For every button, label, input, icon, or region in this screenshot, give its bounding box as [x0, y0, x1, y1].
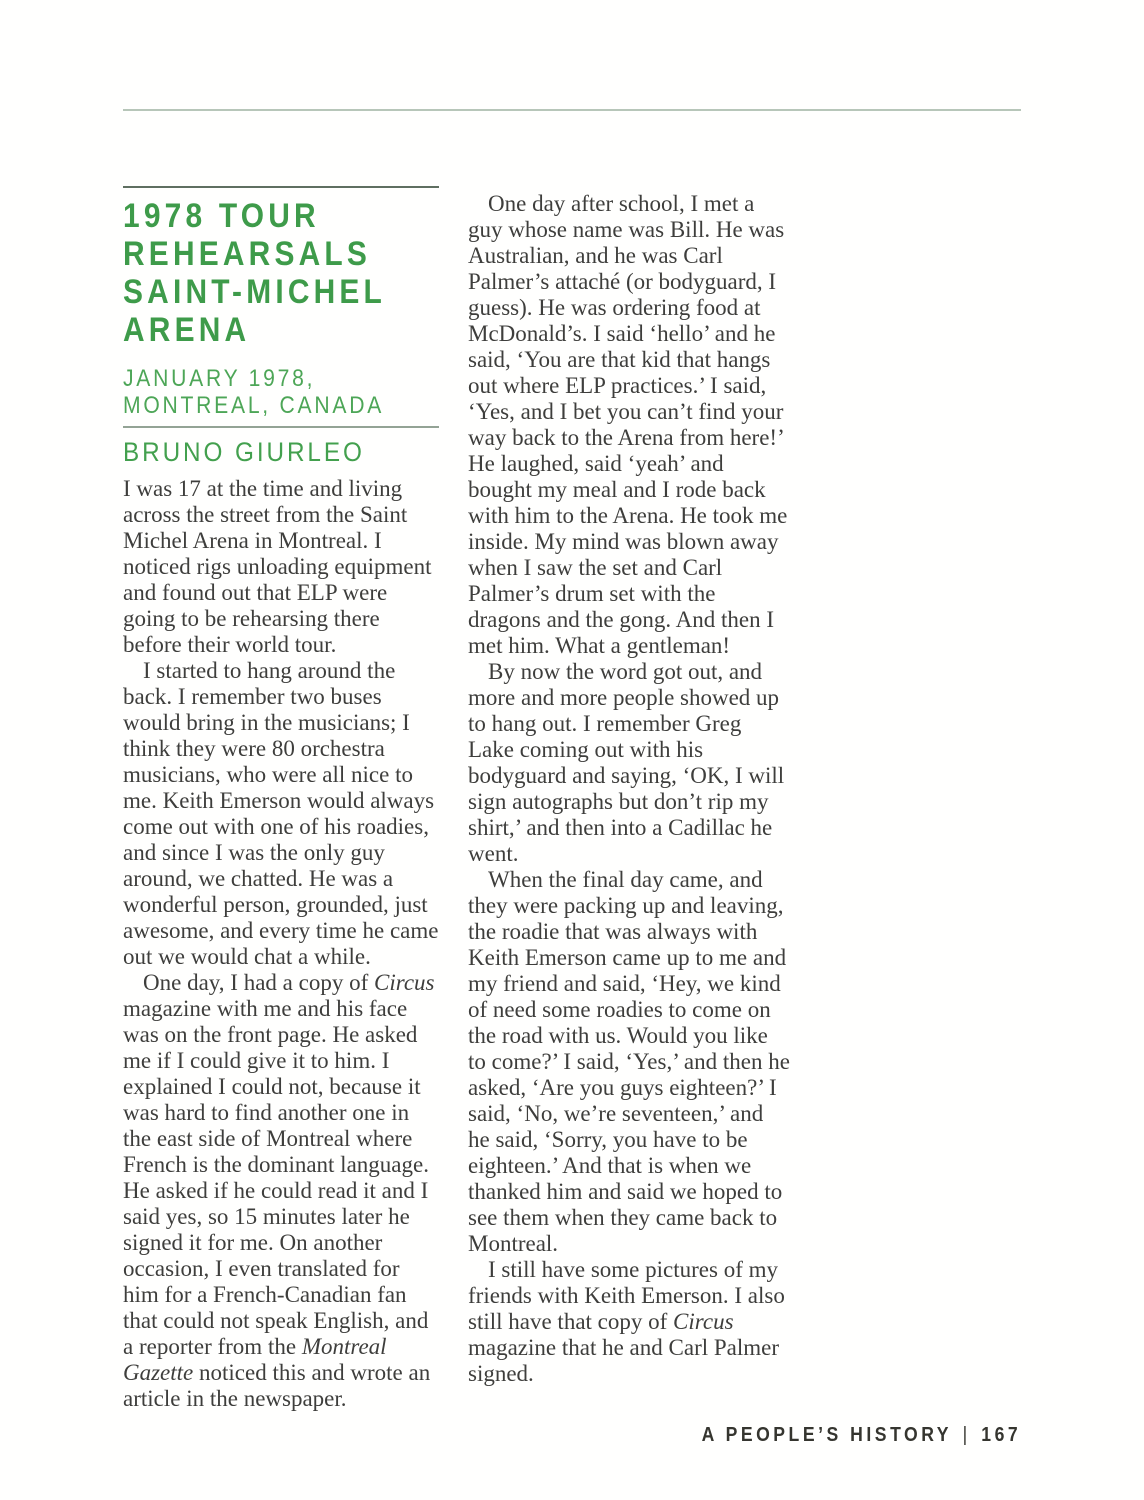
footer-divider: |: [962, 1424, 971, 1446]
running-book-title: A PEOPLE’S HISTORY: [701, 1424, 952, 1446]
paragraph: One day, I had a copy of Circus magazine with me and his face was on the front page. He asked me if I could give it to him. I explained I could not, because it was hard to find another one in the east side of Montreal where French is the dominant language. He asked if he could read it and I said yes, so 15 minutes later he signed it for me. On another occasion, I even translated for him for a French-Canadian fan that could not speak English, and a reporter from the Montreal Gazette noticed this and wrote an article in the newspaper.: [123, 970, 435, 1411]
paragraph: When the final day came, and they were packing up and leaving, the roadie that was always with Keith Emerson came up to me and my friend and said, ‘Hey, we kind of need some roadies to come on the road with us. Would you like to come?’ I said, ‘Yes,’ and then he asked, ‘Are you guys eighteen?’ I said, ‘No, we’re seventeen,’ and he said, ‘Sorry, you have to be eighteen.’ And that is when we thanked him and said we hoped to see them when they came back to Montreal.: [468, 867, 790, 1256]
article-text-right: [468, 186, 790, 1387]
chapter-subtitle: JANUARY 1978, MONTREAL, CANADA: [123, 365, 385, 419]
chapter-title-rule: [123, 186, 439, 188]
chapter-title: 1978 TOUR REHEARSALS SAINT-MICHEL ARENA: [123, 197, 387, 349]
right-column: [468, 186, 790, 1387]
left-column: [123, 186, 441, 1412]
paragraph: I started to hang around the back. I remember two buses would bring in the musicians; I think they were 80 orchestra musicians, who were all nice to me. Keith Emerson would always come out with one of his roadies, and since I was the only guy around, we chatted. He was a wonderful person, grounded, just awesome, and every time he came out we would chat a while.: [123, 658, 439, 969]
page-footer: [658, 1423, 1021, 1447]
byline-rule: [123, 426, 439, 428]
page-top-rule: [123, 109, 1021, 111]
paragraph: I was 17 at the time and living across the street from the Saint Michel Arena in Montreal. I noticed rigs unloading equipment and found out that ELP were going to be rehearsing there before their world tour.: [123, 476, 432, 657]
byline: BRUNO GIURLEO: [123, 437, 365, 467]
article-text-left: [123, 476, 441, 1412]
paragraph: I still have some pictures of my friends with Keith Emerson. I also still have that copy of Circus magazine that he and Carl Palmer signed.: [468, 1257, 785, 1386]
paragraph: One day after school, I met a guy whose name was Bill. He was Australian, and he was Carl Palmer’s attaché (or bodyguard, I guess). He was ordering food at McDonald’s. I said ‘hello’ and he said, ‘You are that kid that hangs out where ELP practices.’ I said, ‘Yes, and I bet you can’t find your way back to the Arena from here!’ He laughed, said ‘yeah’ and bought my meal and I rode back with him to the Arena. He took me inside. My mind was blown away when I saw the set and Carl Palmer’s drum set with the dragons and the gong. And then I met him. What a gentleman!: [468, 191, 788, 658]
page-number: 167: [981, 1424, 1021, 1446]
paragraph: By now the word got out, and more and more people showed up to hang out. I remember Greg Lake coming out with his bodyguard and saying, ‘OK, I will sign autographs but don’t rip my shirt,’ and then into a Cadillac he went.: [468, 659, 785, 866]
